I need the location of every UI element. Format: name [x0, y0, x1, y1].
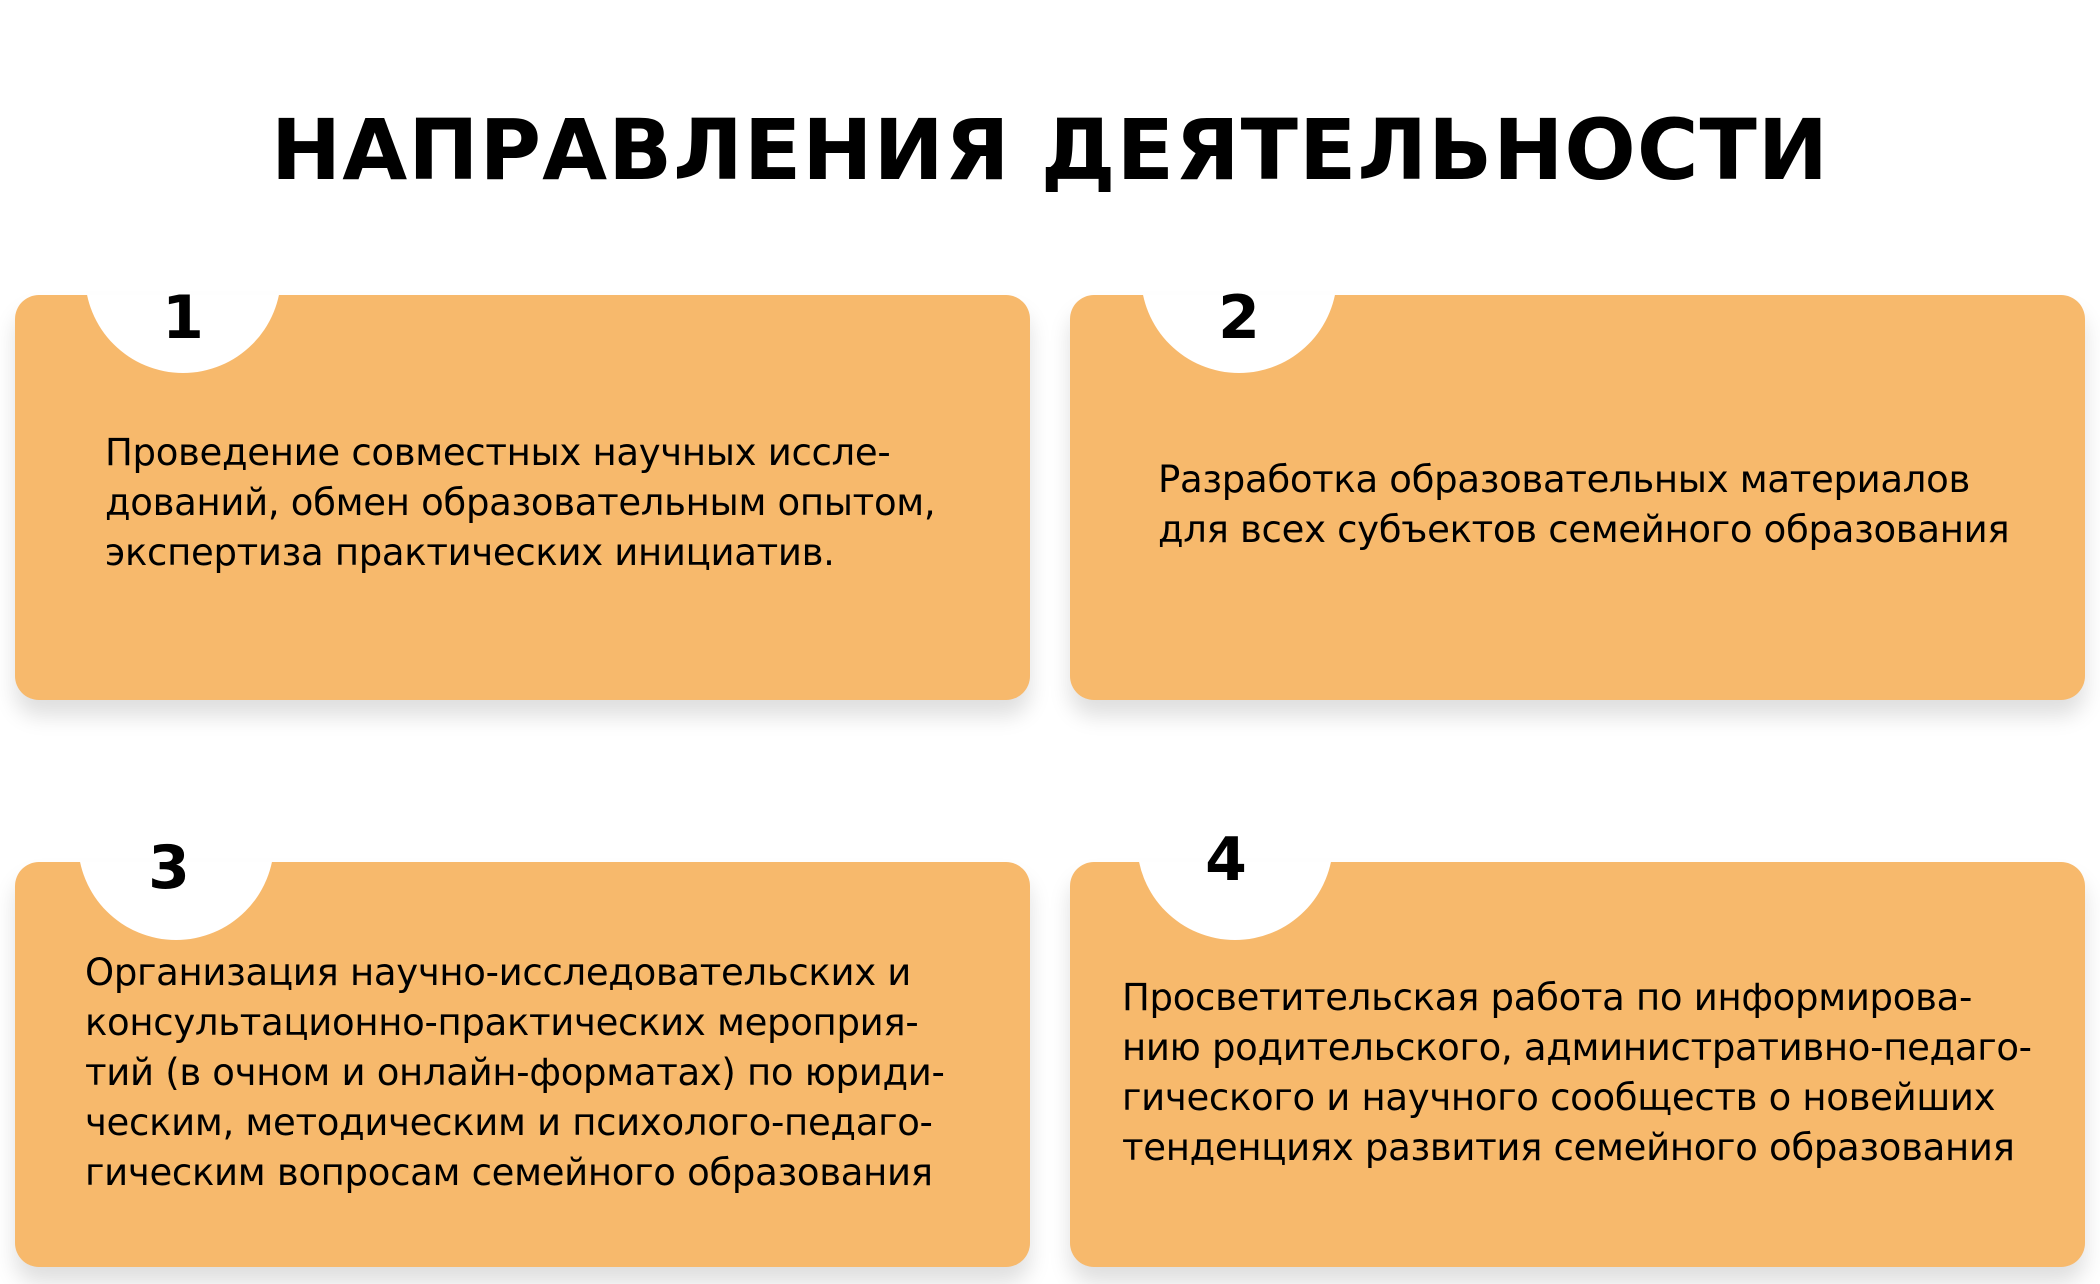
card-number-2: 2 [1218, 283, 1260, 353]
card-number-3: 3 [148, 833, 190, 903]
page-title: НАПРАВЛЕНИЯ ДЕЯТЕЛЬНОСТИ [270, 101, 1830, 199]
card-text-3: Организация научно-исследовательских и консультационно-практических мероприя- тий (в очном и онлайн-форматах) по юриди- ческим, методическим и психолого-педаго- гическим вопросам семейного образования [85, 951, 945, 1194]
card-number-4: 4 [1205, 825, 1247, 895]
card-number-1: 1 [162, 283, 204, 353]
card-text-2: Разработка образовательных материалов для всех субъектов семейного образования [1158, 458, 2010, 551]
card-text-1: Проведение совместных научных иссле- дований, обмен образовательным опытом, экспертиза практических инициатив. [105, 431, 936, 574]
card-text-4: Просветительская работа по информирова- нию родительского, административно-педаго- гического и научного сообществ о новейших тенденциях развития семейного образования [1122, 976, 2032, 1169]
